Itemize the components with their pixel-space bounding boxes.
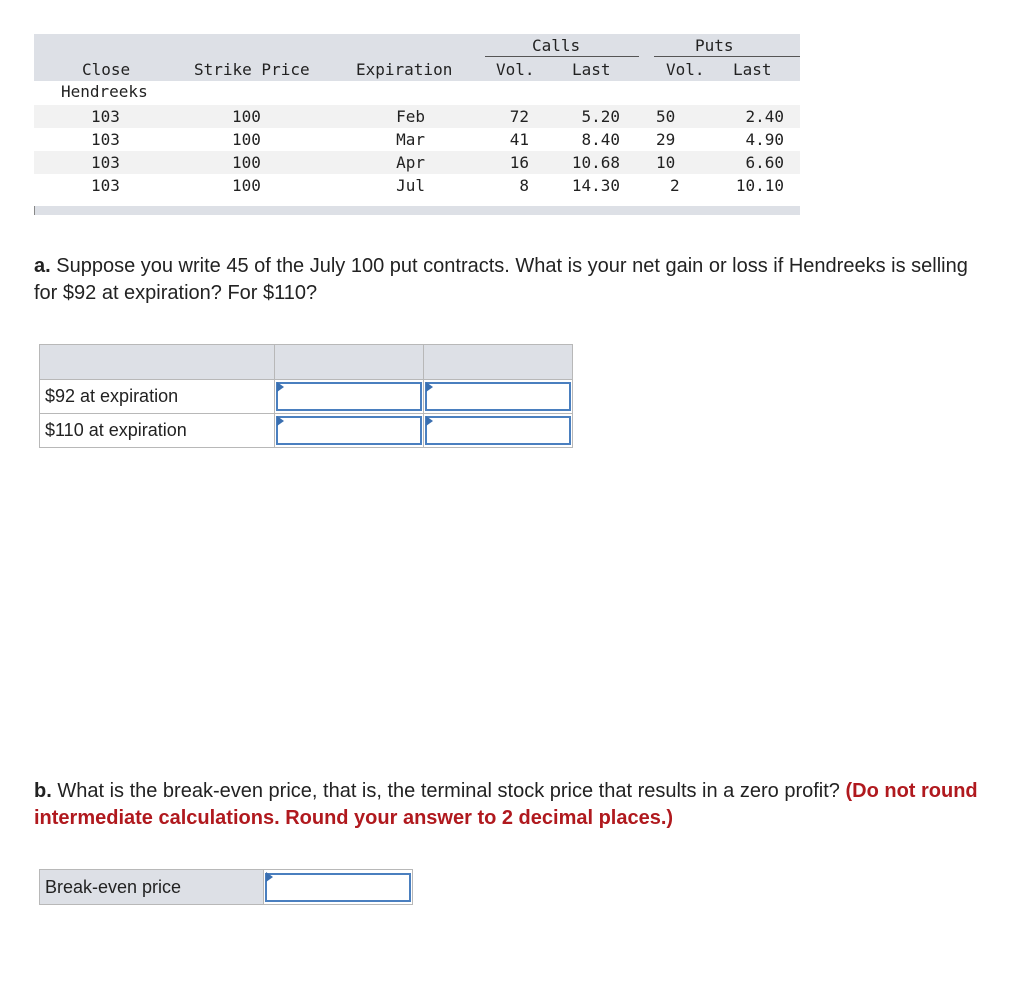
header-calls-last: Last bbox=[572, 60, 611, 79]
cell-puts-vol: 10 bbox=[656, 153, 676, 172]
cell-calls-last: 14.30 bbox=[571, 176, 620, 195]
answer-row-label: $110 at expiration bbox=[40, 414, 275, 448]
question-a-label: a. bbox=[34, 255, 51, 277]
break-even-label: Break-even price bbox=[40, 870, 264, 905]
question-b-instruction: (Do not round intermediate calculations. Round your answer to 2 decimal places.) bbox=[34, 780, 978, 829]
cell-expiration: Apr bbox=[396, 153, 425, 172]
answer-a-header-col2 bbox=[424, 345, 573, 380]
cell-close: 103 bbox=[91, 130, 120, 149]
calls-group-label: Calls bbox=[532, 36, 581, 55]
header-calls-vol: Vol. bbox=[496, 60, 535, 79]
cell-expiration: Jul bbox=[396, 176, 425, 195]
company-name: Hendreeks bbox=[61, 82, 148, 101]
cell-calls-vol: 8 bbox=[519, 176, 529, 195]
calls-group-divider bbox=[485, 56, 639, 57]
answer-cell bbox=[275, 380, 424, 414]
puts-group-label: Puts bbox=[695, 36, 734, 55]
options-quote-table bbox=[34, 34, 800, 214]
cell-strike: 100 bbox=[232, 153, 261, 172]
question-b-text: What is the break-even price, that is, the terminal stock price that results in a zero profit? bbox=[51, 780, 840, 802]
cell-calls-last: 10.68 bbox=[571, 153, 620, 172]
cell-puts-last: 10.10 bbox=[735, 176, 784, 195]
cell-close: 103 bbox=[91, 107, 120, 126]
cell-puts-vol: 50 bbox=[656, 107, 676, 126]
cell-calls-last: 5.20 bbox=[581, 107, 620, 126]
table-row bbox=[34, 174, 800, 197]
options-table-header bbox=[34, 34, 800, 81]
header-puts-vol: Vol. bbox=[666, 60, 705, 79]
question-b bbox=[34, 778, 994, 832]
cell-strike: 100 bbox=[232, 130, 261, 149]
question-b-label: b. bbox=[34, 780, 52, 802]
cell-puts-last: 6.60 bbox=[745, 153, 784, 172]
header-expiration: Expiration bbox=[356, 60, 453, 79]
cell-puts-last: 2.40 bbox=[745, 107, 784, 126]
answer-row-92 bbox=[40, 380, 573, 414]
answer-a-header-row bbox=[40, 345, 573, 380]
header-puts-last: Last bbox=[733, 60, 772, 79]
answer-cell bbox=[275, 414, 424, 448]
cell-strike: 100 bbox=[232, 107, 261, 126]
answer-92-input-2[interactable] bbox=[425, 382, 571, 411]
answer-cell bbox=[424, 414, 573, 448]
cell-calls-vol: 16 bbox=[509, 153, 529, 172]
cell-expiration: Mar bbox=[396, 130, 425, 149]
answer-cell bbox=[424, 380, 573, 414]
cell-calls-last: 8.40 bbox=[581, 130, 620, 149]
answer-a-table bbox=[39, 344, 573, 448]
question-a bbox=[34, 253, 994, 307]
puts-group-divider bbox=[654, 56, 800, 57]
break-even-row bbox=[40, 870, 413, 905]
options-table-footer bbox=[34, 206, 800, 215]
break-even-input[interactable] bbox=[265, 873, 411, 902]
break-even-table bbox=[39, 869, 413, 905]
header-strike-price: Strike Price bbox=[194, 60, 310, 79]
answer-row-label: $92 at expiration bbox=[40, 380, 275, 414]
answer-cell bbox=[264, 870, 413, 905]
table-row bbox=[34, 128, 800, 151]
answer-110-input-2[interactable] bbox=[425, 416, 571, 445]
header-close: Close bbox=[82, 60, 131, 79]
table-row bbox=[34, 105, 800, 128]
answer-a-header-blank bbox=[40, 345, 275, 380]
question-a-text: Suppose you write 45 of the July 100 put contracts. What is your net gain or loss if Hendreeks is selling for $92 at expiration? For $110? bbox=[34, 255, 968, 304]
answer-92-input-1[interactable] bbox=[276, 382, 422, 411]
cell-close: 103 bbox=[91, 176, 120, 195]
table-row bbox=[34, 151, 800, 174]
options-table-body bbox=[34, 81, 800, 214]
answer-110-input-1[interactable] bbox=[276, 416, 422, 445]
cell-puts-vol: 2 bbox=[670, 176, 680, 195]
cell-puts-last: 4.90 bbox=[745, 130, 784, 149]
cell-puts-vol: 29 bbox=[656, 130, 676, 149]
cell-close: 103 bbox=[91, 153, 120, 172]
answer-row-110 bbox=[40, 414, 573, 448]
cell-calls-vol: 41 bbox=[509, 130, 529, 149]
cell-calls-vol: 72 bbox=[509, 107, 529, 126]
cell-expiration: Feb bbox=[396, 107, 425, 126]
cell-strike: 100 bbox=[232, 176, 261, 195]
answer-a-header-col1 bbox=[275, 345, 424, 380]
